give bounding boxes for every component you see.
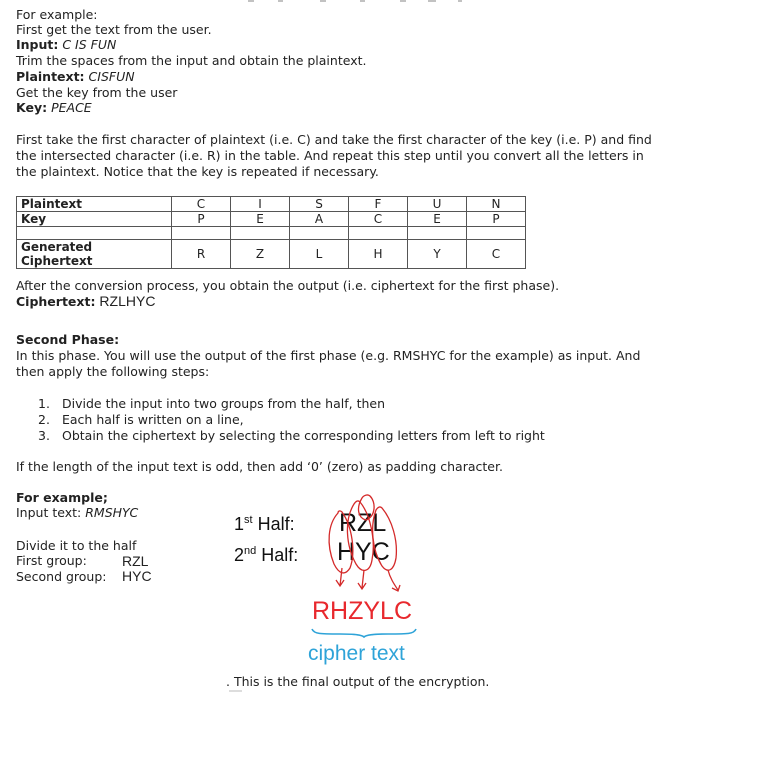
- table-cell: N: [467, 197, 526, 212]
- after-conversion-text: After the conversion process, you obtain the output (i.e. ciphertext for the first phase).: [16, 278, 560, 293]
- table-cell: [290, 227, 349, 240]
- first-group-value: RZL: [122, 553, 149, 569]
- cipher-text-caption: cipher text: [308, 642, 405, 665]
- ciphertext-label: Ciphertext:: [16, 294, 96, 309]
- divide-text: Divide it to the half: [16, 538, 137, 553]
- first-group-label: First group:: [16, 553, 87, 568]
- table-cell: [408, 227, 467, 240]
- table-row-ciphertext: [17, 240, 526, 269]
- table-cell: S: [290, 197, 349, 212]
- row-label: Key: [17, 212, 172, 227]
- odd-length-note: If the length of the input text is odd, then add ‘0’ (zero) as padding character.: [16, 459, 503, 474]
- cropped-text-remnant: [200, 0, 500, 4]
- instruction-paragraph: First take the first character of plaintext (i.e. C) and take the first character of the key (i.e. P) and find the intersected character (i.e. R) in the table. And repeat this step until you convert all the letters in the plaintext. Notice that the key is repeated if necessary.: [16, 132, 652, 179]
- second-phase-heading: Second Phase:: [16, 332, 120, 347]
- plaintext-value: CISFUN: [88, 69, 135, 84]
- second-group-label: Second group:: [16, 569, 107, 584]
- input-text-line: Input text: RMSHYC: [16, 505, 139, 520]
- table-cell: U: [408, 197, 467, 212]
- table-cell: C: [172, 197, 231, 212]
- half1-label: 1st Half:: [234, 514, 295, 534]
- second-group-value: HYC: [122, 568, 152, 584]
- step-trim: Trim the spaces from the input and obtain the plaintext.: [16, 53, 367, 68]
- step-list-item: 3. Obtain the ciphertext by selecting the corresponding letters from left to right: [38, 428, 545, 443]
- table-cell: [172, 227, 231, 240]
- table-cell: R: [172, 240, 231, 269]
- input-value: C IS FUN: [62, 37, 117, 52]
- row-label: Generated Ciphertext: [17, 240, 172, 269]
- example2-heading: For example;: [16, 490, 108, 505]
- example-heading: For example:: [16, 7, 98, 22]
- table-cell: I: [231, 197, 290, 212]
- table-cell: [231, 227, 290, 240]
- table-cell: A: [290, 212, 349, 227]
- half2-label: 2nd Half:: [234, 545, 299, 565]
- key-label: Key:: [16, 100, 48, 115]
- table-cell: Y: [408, 240, 467, 269]
- step-list-item: 2. Each half is written on a line,: [38, 412, 244, 427]
- table-row-key: [17, 212, 526, 227]
- brace-underline: [310, 626, 420, 638]
- half2-value: HYC: [337, 538, 390, 566]
- ciphertext-line: [16, 294, 155, 310]
- table-cell: C: [349, 212, 408, 227]
- table-row-plaintext: [17, 197, 526, 212]
- input-label: Input:: [16, 37, 59, 52]
- step-get-text: First get the text from the user.: [16, 22, 212, 37]
- cropped-text-remnant: [228, 690, 248, 694]
- half1-value: RZL: [339, 509, 387, 537]
- step-list-item: 1. Divide the input into two groups from the half, then: [38, 396, 386, 411]
- input-line: [16, 37, 116, 53]
- input-text-value: RMSHYC: [85, 505, 139, 520]
- table-cell: [467, 227, 526, 240]
- row-label: Plaintext: [17, 197, 172, 212]
- key-value: PEACE: [51, 100, 92, 115]
- second-phase-text: In this phase. You will use the output of the first phase (e.g. RMSHYC for the example) as input. And then apply the following steps:: [16, 348, 641, 379]
- plaintext-line: [16, 69, 135, 85]
- table-cell: [349, 227, 408, 240]
- table-row-empty: [17, 227, 526, 240]
- table-cell: E: [231, 212, 290, 227]
- cipher-table: [16, 196, 526, 269]
- table-cell: F: [349, 197, 408, 212]
- table-cell: L: [290, 240, 349, 269]
- table-cell: C: [467, 240, 526, 269]
- plaintext-label: Plaintext:: [16, 69, 85, 84]
- result-ciphertext: RHZYLC: [312, 597, 413, 625]
- table-cell: P: [467, 212, 526, 227]
- ciphertext-value: RZLHYC: [99, 293, 156, 309]
- step-get-key: Get the key from the user: [16, 85, 178, 100]
- table-cell: E: [408, 212, 467, 227]
- key-line: [16, 100, 92, 116]
- row-label: [17, 227, 172, 240]
- table-cell: Z: [231, 240, 290, 269]
- table-cell: P: [172, 212, 231, 227]
- column-circle-annotations: [318, 490, 408, 600]
- table-cell: H: [349, 240, 408, 269]
- final-output-note: . This is the final output of the encryption.: [226, 674, 490, 689]
